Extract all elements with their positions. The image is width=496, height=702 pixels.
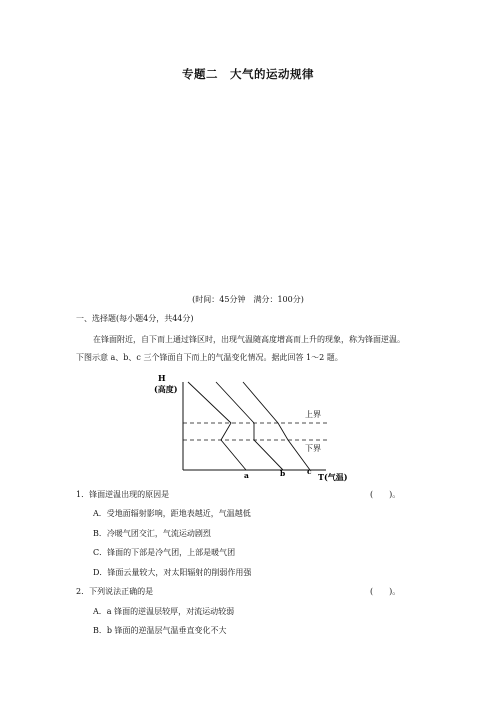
question-1-option-a: A．受地面辐射影响，距地表越近，气温越低 [93, 509, 251, 518]
intro-line-1: 在锋面附近，自下而上通过锋区时，出现气温随高度增高而上升的现象，称为锋面逆温。 [93, 335, 405, 344]
upper-bound-label: 上界 [305, 410, 321, 419]
section-heading: 一、选择题(每小题4分，共44分) [76, 314, 194, 323]
question-1-stem: 1．锋面逆温出现的原因是 [76, 490, 170, 499]
curve-b [216, 382, 283, 470]
question-1-option-c: C．锋面的下部是冷气团，上部是暖气团 [93, 548, 236, 557]
x-axis-label: T(气温) [318, 472, 348, 482]
curve-label-c: c [307, 467, 312, 476]
page-title: 专题二 大气的运动规律 [182, 67, 314, 81]
curve-label-b: b [280, 469, 286, 478]
curve-c [243, 382, 310, 470]
question-1-blank: ( )。 [370, 490, 401, 499]
question-2-blank: ( )。 [370, 587, 401, 596]
intro-line-2: 下图示意 a、b、c 三个锋面自下而上的气温变化情况。据此回答 1～2 题。 [76, 353, 343, 362]
front-inversion-figure [150, 370, 360, 485]
curve-a [188, 382, 246, 470]
curve-label-a: a [244, 471, 249, 480]
question-2-option-b: B．b 锋面的逆温层气温垂直变化不大 [93, 626, 227, 635]
question-2-option-a: A．a 锋面的逆温层较厚，对流运动较弱 [93, 607, 235, 616]
question-1-option-b: B．冷暖气团交汇，气流运动剧烈 [93, 529, 211, 538]
question-1-option-d: D．锋面云量较大，对太阳辐射的削弱作用强 [93, 568, 252, 577]
y-axis-sublabel: (高度) [154, 384, 178, 394]
question-2-stem: 2．下列说法正确的是 [76, 587, 154, 596]
exam-meta: (时间：45分钟 满分：100分) [192, 295, 304, 304]
lower-bound-label: 下界 [305, 444, 321, 453]
y-axis-label: H [158, 373, 166, 383]
